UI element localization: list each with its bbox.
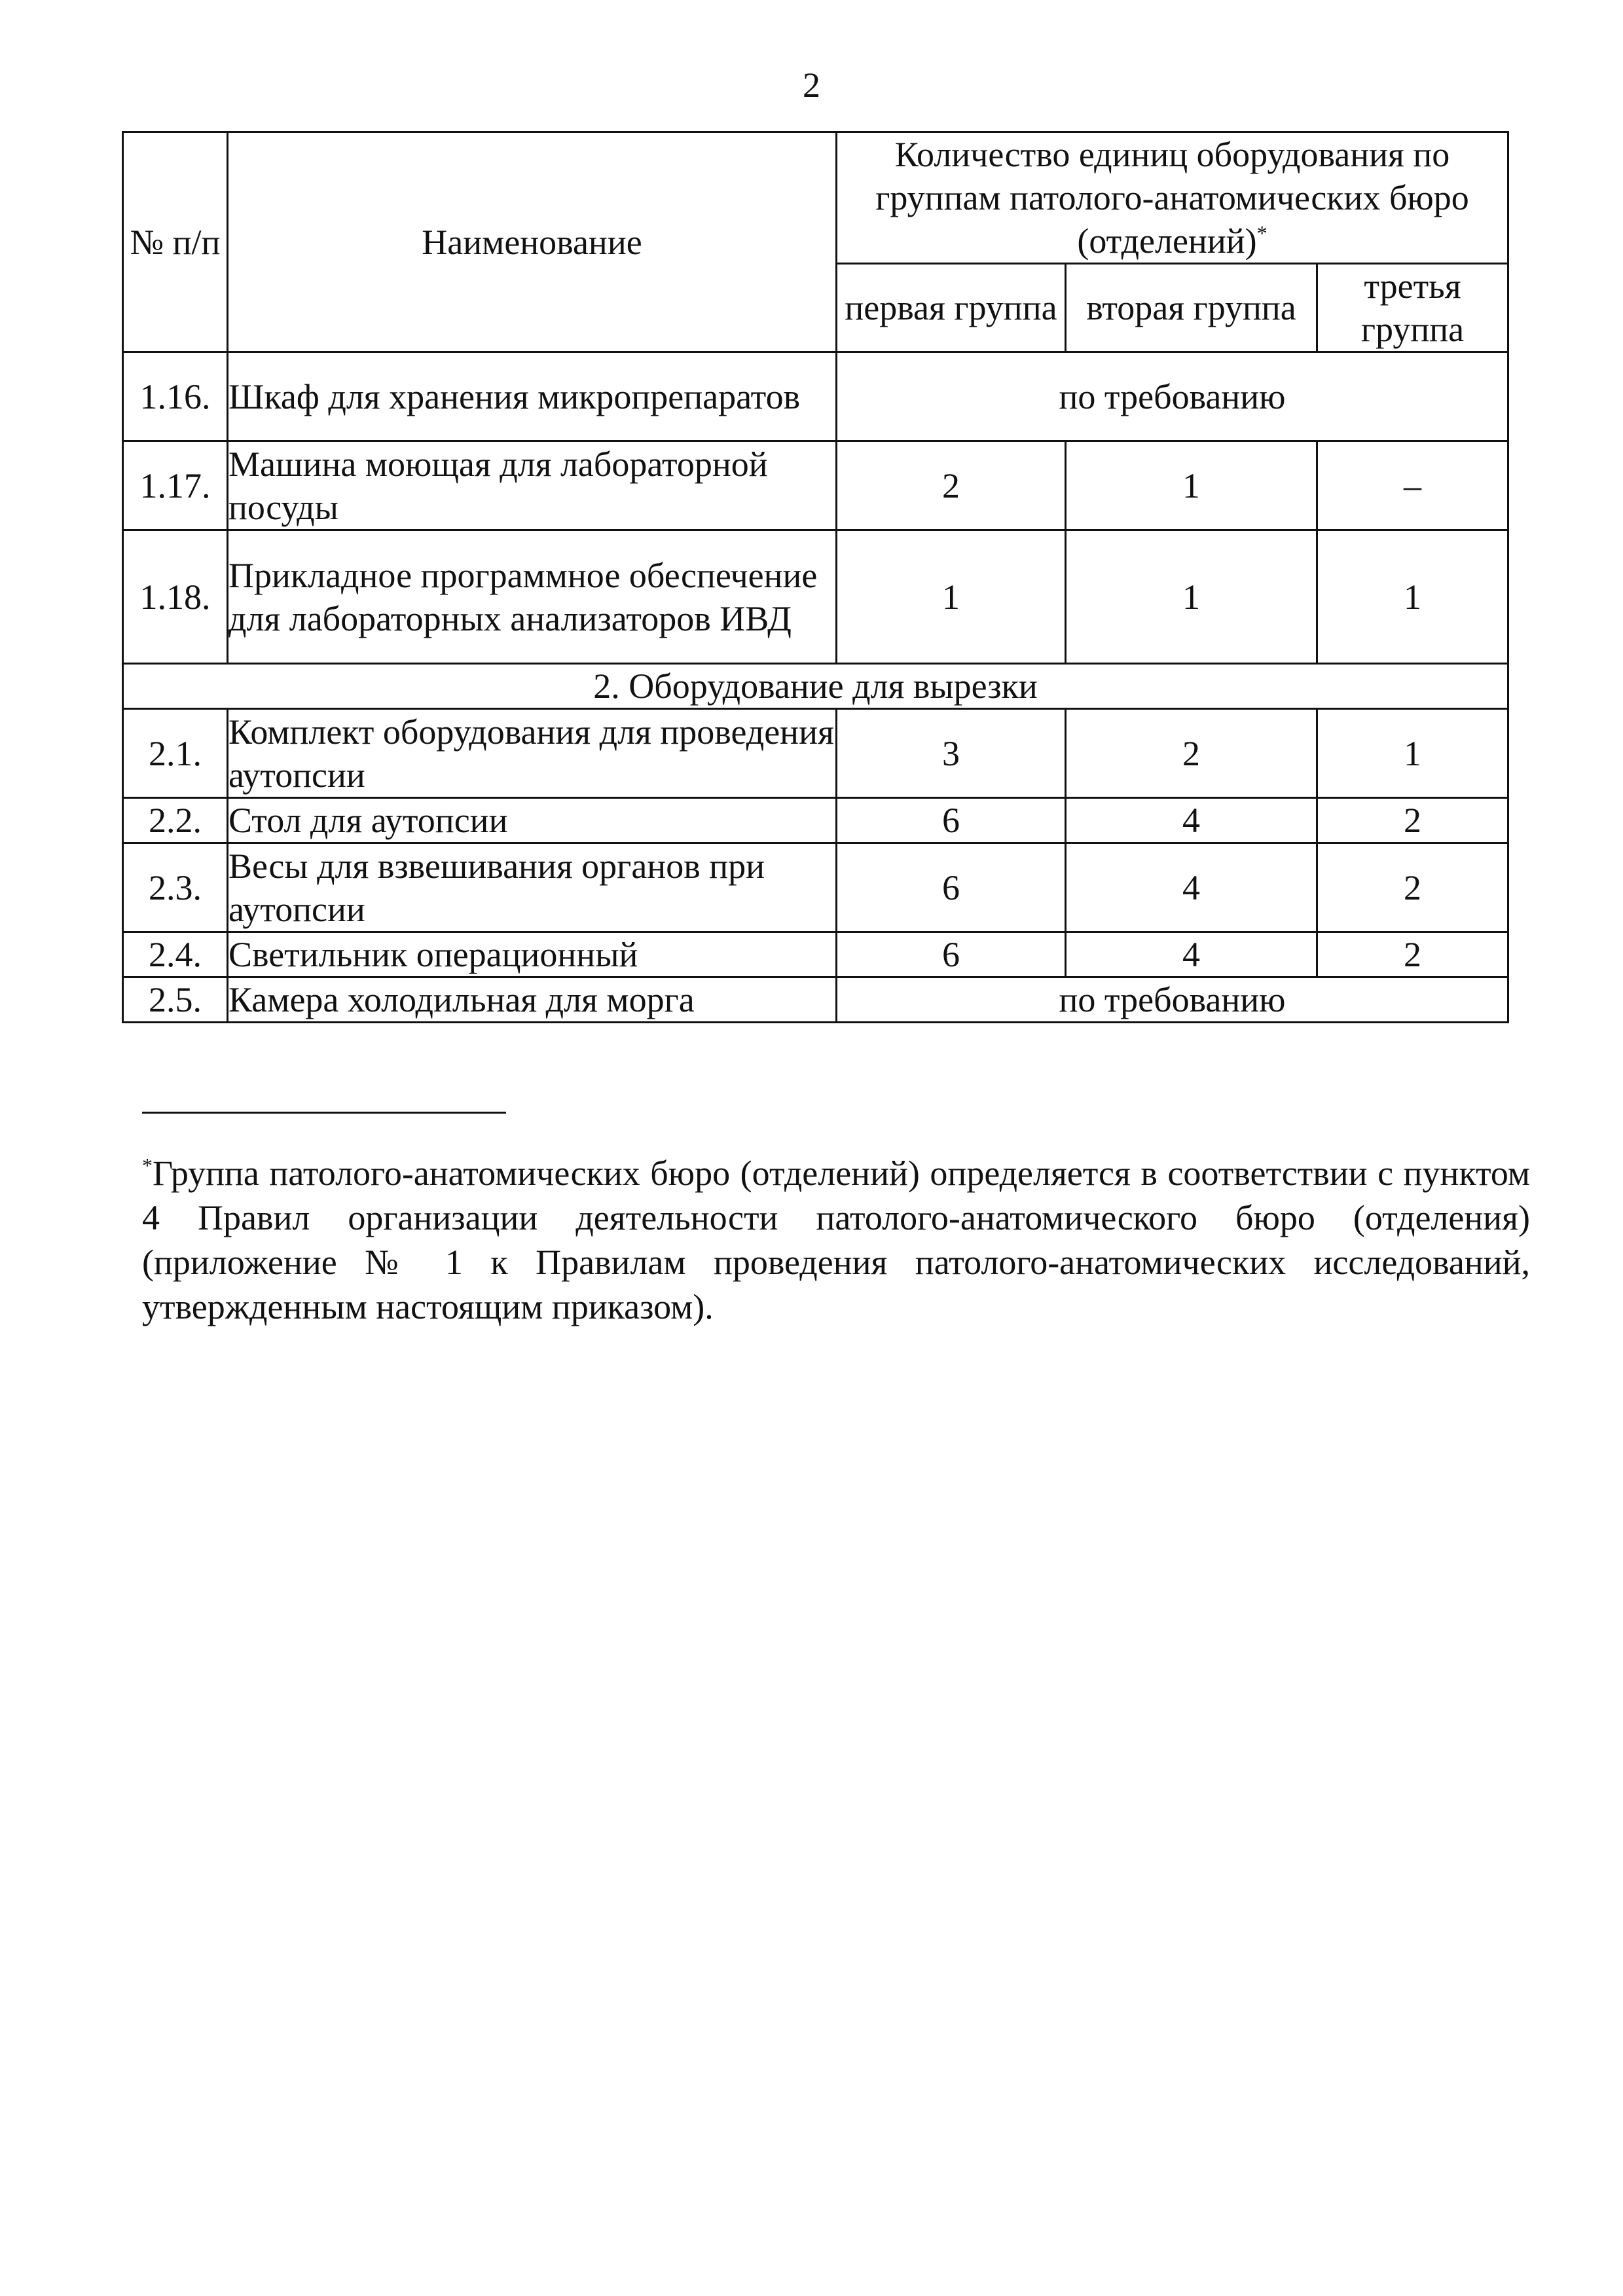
row-group-3-value: 1 bbox=[1317, 709, 1508, 798]
row-name: Комплект оборудования для проведения аутопсии bbox=[228, 709, 837, 798]
row-group-3-value: – bbox=[1317, 441, 1508, 530]
row-number: 1.17. bbox=[123, 441, 228, 530]
row-group-3-value: 1 bbox=[1317, 530, 1508, 664]
row-number: 2.1. bbox=[123, 709, 228, 798]
row-name: Светильник операционный bbox=[228, 932, 837, 977]
table-row bbox=[123, 352, 1508, 441]
header-name: Наименование bbox=[228, 132, 837, 352]
row-name: Стол для аутопсии bbox=[228, 798, 837, 843]
row-name: Шкаф для хранения микропрепаратов bbox=[228, 352, 837, 441]
row-group-1-value: 6 bbox=[837, 798, 1066, 843]
row-group-3-value: 2 bbox=[1317, 843, 1508, 932]
row-number: 2.3. bbox=[123, 843, 228, 932]
row-name: Прикладное программное обеспечение для лабораторных анализаторов ИВД bbox=[228, 530, 837, 664]
row-number: 1.16. bbox=[123, 352, 228, 441]
table-row bbox=[123, 977, 1508, 1023]
header-group-2: вторая группа bbox=[1066, 264, 1317, 352]
table-row bbox=[123, 709, 1508, 798]
equipment-table bbox=[122, 131, 1509, 1023]
row-group-1-value: 1 bbox=[837, 530, 1066, 664]
row-group-1-value: 6 bbox=[837, 932, 1066, 977]
row-name: Камера холодильная для морга bbox=[228, 977, 837, 1023]
footnote-divider bbox=[142, 1112, 506, 1114]
row-number: 2.5. bbox=[123, 977, 228, 1023]
header-group-3: третья группа bbox=[1317, 264, 1508, 352]
row-merged-value: по требованию bbox=[837, 352, 1508, 441]
row-number: 2.4. bbox=[123, 932, 228, 977]
row-number: 2.2. bbox=[123, 798, 228, 843]
header-quantity-text: Количество единиц оборудования по группам патолого-анатомических бюро (отделений) bbox=[875, 135, 1469, 261]
table-row bbox=[123, 843, 1508, 932]
footnote-mark: * bbox=[142, 1154, 153, 1177]
row-name: Машина моющая для лабораторной посуды bbox=[228, 441, 837, 530]
section-title: 2. Оборудование для вырезки bbox=[123, 664, 1508, 709]
header-group-1: первая группа bbox=[837, 264, 1066, 352]
table-section-row bbox=[123, 664, 1508, 709]
row-merged-value: по требованию bbox=[837, 977, 1508, 1023]
row-group-2-value: 1 bbox=[1066, 441, 1317, 530]
table-row bbox=[123, 798, 1508, 843]
row-group-3-value: 2 bbox=[1317, 798, 1508, 843]
header-quantity bbox=[837, 132, 1508, 264]
footnote-text: Группа патолого-анатомических бюро (отделений) определяется в соответствии с пунктом 4 Правил организации деятельности патолого-анатомического бюро (отделения) (приложение № 1 к Правилам проведения патолого-анатомических исследований, утвержденным настоящим приказом). bbox=[142, 1154, 1530, 1326]
row-number: 1.18. bbox=[123, 530, 228, 664]
row-group-3-value: 2 bbox=[1317, 932, 1508, 977]
row-group-1-value: 6 bbox=[837, 843, 1066, 932]
table-row bbox=[123, 530, 1508, 664]
header-quantity-mark: * bbox=[1256, 221, 1267, 245]
footnote bbox=[142, 1151, 1530, 1329]
row-group-1-value: 3 bbox=[837, 709, 1066, 798]
row-group-1-value: 2 bbox=[837, 441, 1066, 530]
header-num: № п/п bbox=[123, 132, 228, 352]
row-group-2-value: 2 bbox=[1066, 709, 1317, 798]
page-number: 2 bbox=[803, 65, 820, 105]
row-group-2-value: 4 bbox=[1066, 798, 1317, 843]
row-group-2-value: 4 bbox=[1066, 843, 1317, 932]
row-name: Весы для взвешивания органов при аутопсии bbox=[228, 843, 837, 932]
row-group-2-value: 4 bbox=[1066, 932, 1317, 977]
table-row bbox=[123, 441, 1508, 530]
table-row bbox=[123, 932, 1508, 977]
row-group-2-value: 1 bbox=[1066, 530, 1317, 664]
